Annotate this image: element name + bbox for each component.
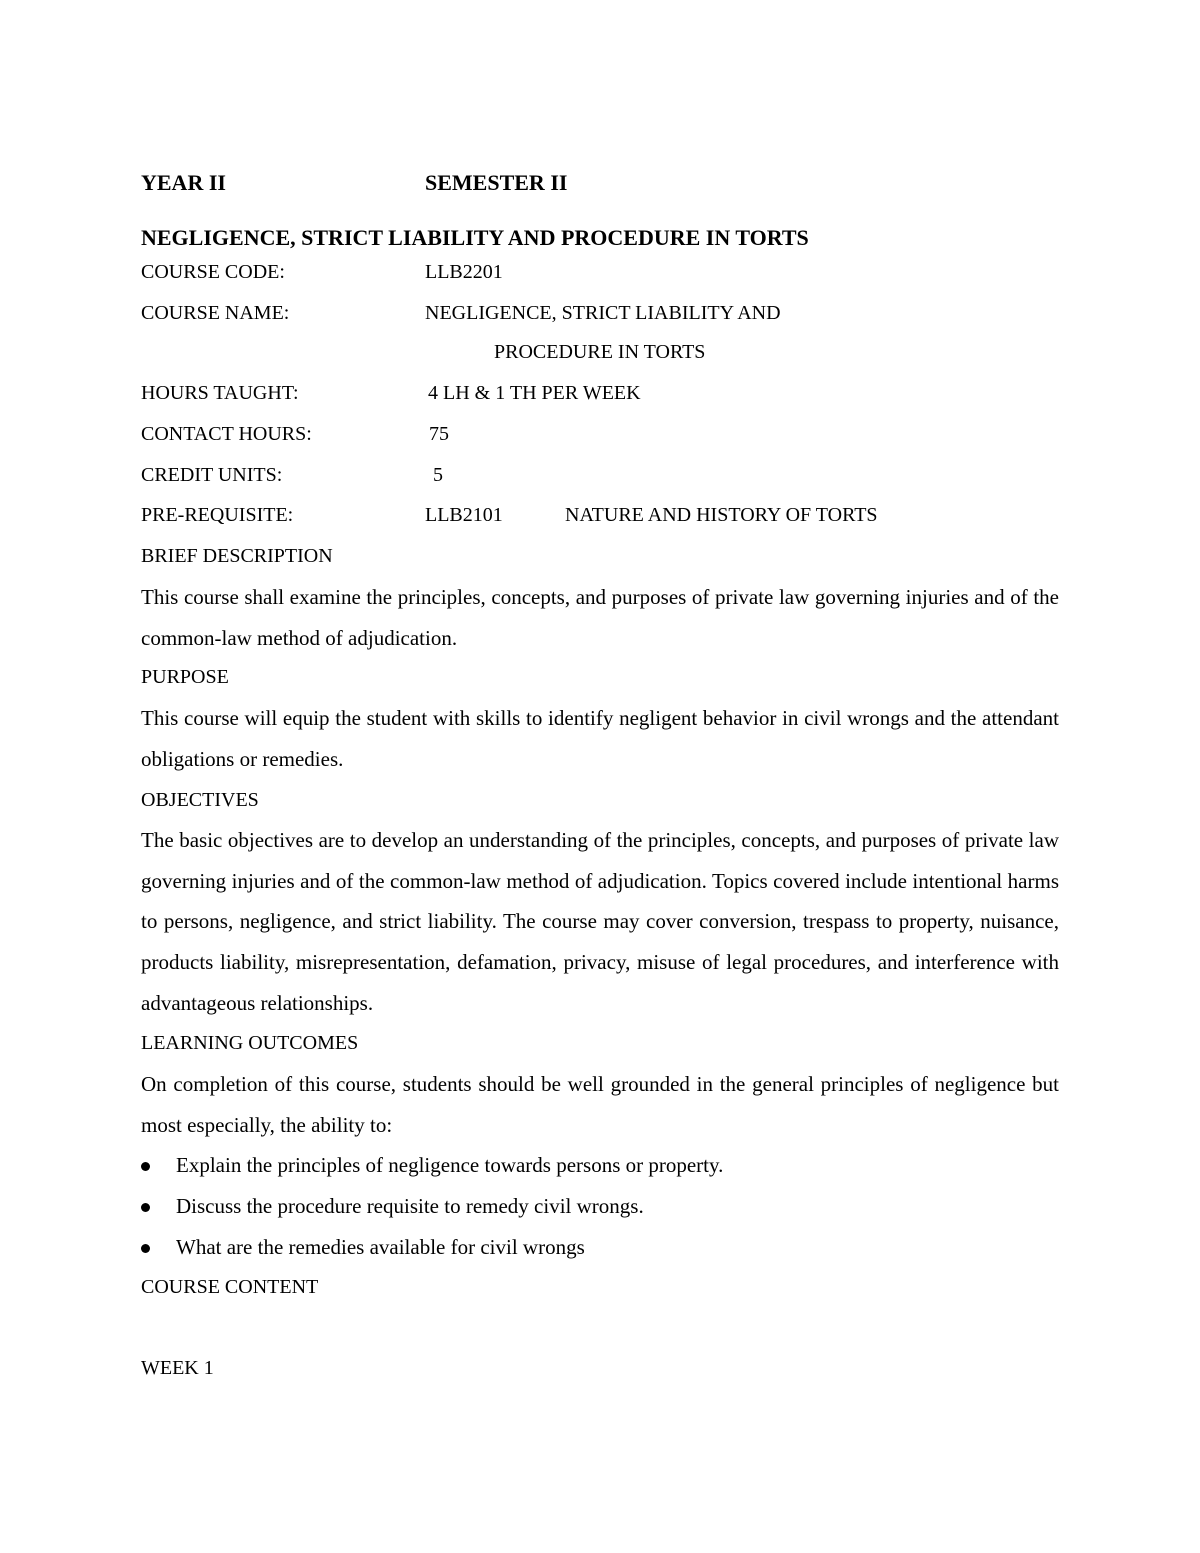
brief-description-text: This course shall examine the principles, concepts, and purposes of private law governing injuries and of the common-law method of adjudication.	[141, 585, 1059, 650]
course-title-heading: NEGLIGENCE, STRICT LIABILITY AND PROCEDURE IN TORTS	[141, 225, 809, 250]
course-name-label: COURSE NAME:	[141, 302, 290, 324]
course-name-value-line2: PROCEDURE IN TORTS	[494, 341, 706, 363]
course-code-label: COURSE CODE:	[141, 261, 285, 283]
bullet-icon	[141, 1244, 150, 1253]
course-content-heading: COURSE CONTENT	[141, 1276, 319, 1298]
objectives-heading: OBJECTIVES	[141, 789, 259, 811]
bullet-icon	[141, 1203, 150, 1212]
learning-outcomes-intro: On completion of this course, students should be well grounded in the general principles of negligence but most especially, the ability to:	[141, 1072, 1059, 1137]
list-item-text: What are the remedies available for civil wrongs	[176, 1235, 585, 1259]
purpose-text: This course will equip the student with skills to identify negligent behavior in civil wrongs and the attendant obligations or remedies.	[141, 706, 1059, 771]
hours-taught-value: 4 LH & 1 TH PER WEEK	[428, 382, 641, 404]
course-code-value: LLB2201	[425, 261, 503, 283]
course-name-value-line1: NEGLIGENCE, STRICT LIABILITY AND	[425, 302, 781, 324]
credit-units-value: 5	[433, 464, 443, 486]
hours-taught-label: HOURS TAUGHT:	[141, 382, 299, 404]
credit-units-label: CREDIT UNITS:	[141, 464, 283, 486]
year-label: YEAR II	[141, 170, 226, 195]
contact-hours-value: 75	[429, 423, 449, 445]
semester-label: SEMESTER II	[425, 170, 568, 195]
bullet-icon	[141, 1162, 150, 1171]
contact-hours-label: CONTACT HOURS:	[141, 423, 312, 445]
learning-outcomes-heading: LEARNING OUTCOMES	[141, 1032, 359, 1054]
purpose-heading: PURPOSE	[141, 666, 229, 688]
prerequisite-name: NATURE AND HISTORY OF TORTS	[565, 504, 878, 526]
prerequisite-label: PRE-REQUISITE:	[141, 504, 294, 526]
brief-description-heading: BRIEF DESCRIPTION	[141, 545, 333, 567]
list-item-text: Explain the principles of negligence towards persons or property.	[176, 1153, 724, 1177]
list-item-text: Discuss the procedure requisite to remedy civil wrongs.	[176, 1194, 644, 1218]
prerequisite-code: LLB2101	[425, 504, 503, 526]
objectives-text: The basic objectives are to develop an understanding of the principles, concepts, and purposes of private law governing injuries and of the common-law method of adjudication. Topics covered include intentional harms to persons, negligence, and strict liability. The course may cover conversion, trespass to property, nuisance, products liability, misrepresentation, defamation, privacy, misuse of legal procedures, and interference with advantageous relationships.	[141, 828, 1059, 1015]
week-label: WEEK 1	[141, 1357, 214, 1379]
